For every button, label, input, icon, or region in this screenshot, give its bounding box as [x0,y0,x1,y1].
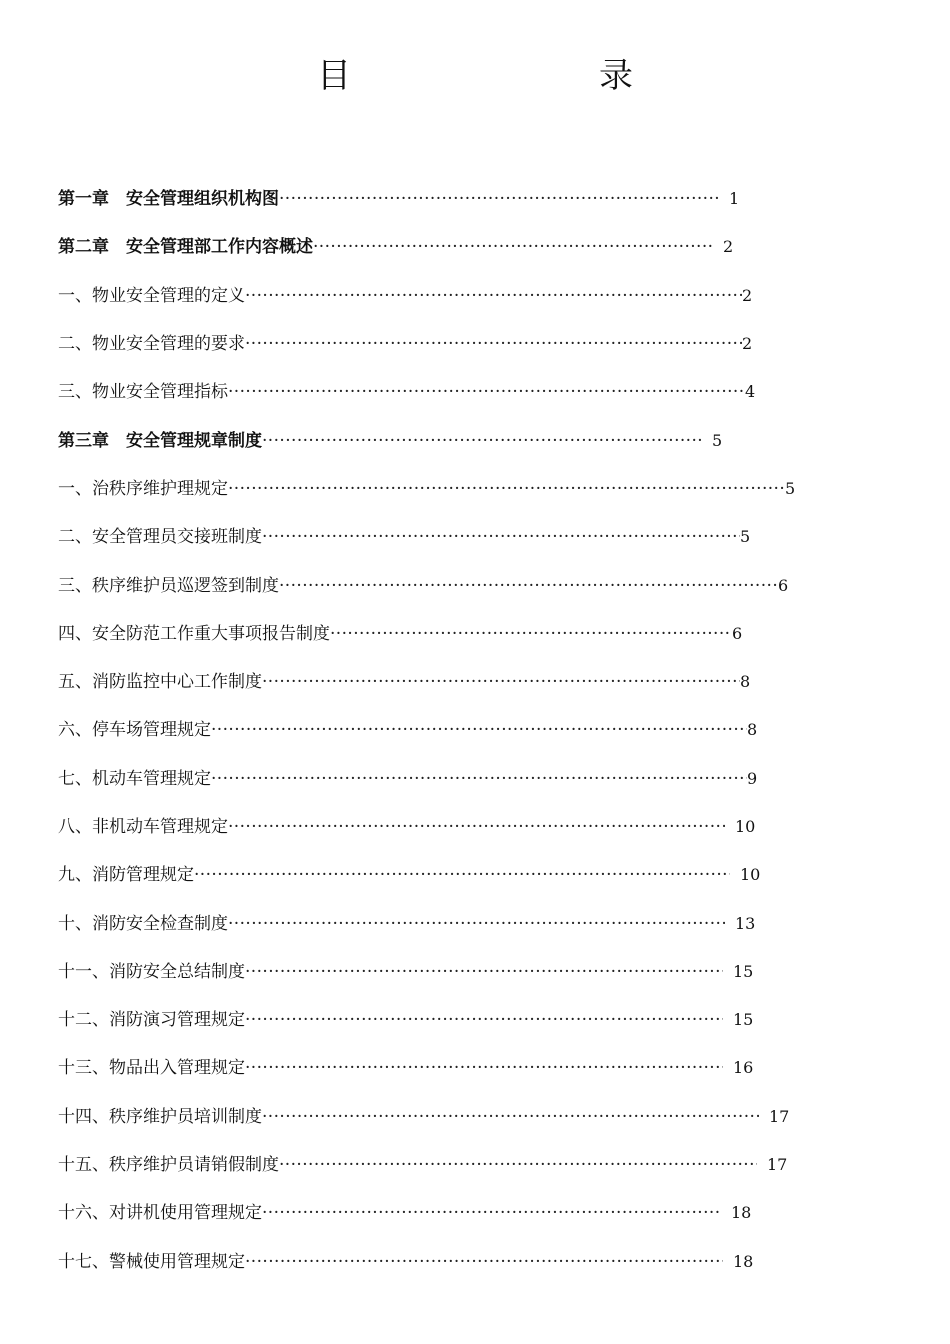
toc-entry[interactable] [58,1044,838,1092]
toc-page-number: 15 [733,961,754,981]
toc-dot-leader [245,1010,723,1030]
table-of-contents [58,175,838,1286]
toc-entry-text: 十二、消防演习管理规定 [58,1010,245,1031]
toc-entry[interactable] [58,320,838,368]
toc-entry-text: 十、消防安全检查制度 [58,913,228,934]
toc-entry-text: 三、秩序维护员巡逻签到制度 [58,575,279,596]
toc-entry[interactable] [58,658,838,706]
toc-entry-text: 六、停车场管理规定 [58,720,211,741]
toc-dot-leader [262,1203,721,1223]
toc-entry-text: 二、物业安全管理的要求 [58,334,245,355]
toc-entry-text: 十七、警械使用管理规定 [58,1251,245,1272]
toc-entry-text: 十一、消防安全总结制度 [58,961,245,982]
toc-entry[interactable] [58,368,838,416]
toc-dot-leader [330,624,732,644]
toc-dot-leader [279,1155,757,1175]
toc-page-number: 8 [747,720,758,740]
toc-page-number: 2 [742,285,753,305]
toc-entry[interactable] [58,561,838,609]
toc-page-number: 16 [733,1058,754,1078]
toc-dot-leader [211,720,747,740]
toc-page-number: 10 [740,865,761,885]
toc-dot-leader [245,962,723,982]
toc-page-number: 8 [740,672,751,692]
toc-entry-text: 十五、秩序维护员请销假制度 [58,1155,279,1176]
toc-entry[interactable] [58,1093,838,1141]
toc-entry-text: 十四、秩序维护员培训制度 [58,1106,262,1127]
toc-entry[interactable] [58,706,838,754]
toc-entry-text: 第二章 安全管理部工作内容概述 [58,237,313,258]
toc-page-number: 17 [769,1106,790,1126]
toc-entry[interactable] [58,1238,838,1286]
toc-entry[interactable] [58,948,838,996]
toc-dot-leader [279,576,778,596]
toc-dot-leader [228,382,745,402]
toc-entry[interactable] [58,1141,838,1189]
toc-entry[interactable] [58,416,838,464]
toc-page-number: 2 [723,237,734,257]
toc-entry[interactable] [58,272,838,320]
toc-entry-text: 十六、对讲机使用管理规定 [58,1203,262,1224]
toc-dot-leader [262,431,702,451]
toc-entry-text: 一、治秩序维护理规定 [58,478,228,499]
toc-dot-leader [262,672,740,692]
toc-entry-text: 三、物业安全管理指标 [58,382,228,403]
toc-dot-leader [279,189,719,209]
toc-page-number: 13 [735,913,756,933]
toc-dot-leader [245,1252,723,1272]
toc-dot-leader [211,769,747,789]
toc-entry-text: 十三、物品出入管理规定 [58,1058,245,1079]
toc-dot-leader [228,817,725,837]
toc-page-number: 4 [745,382,756,402]
toc-dot-leader [194,865,730,885]
toc-page-number: 18 [731,1203,752,1223]
toc-entry-text: 八、非机动车管理规定 [58,817,228,837]
toc-entry[interactable] [58,465,838,513]
toc-entry-text: 二、安全管理员交接班制度 [58,527,262,548]
toc-dot-leader [313,237,713,257]
toc-page-number: 9 [747,768,758,788]
toc-page-number: 10 [735,817,756,836]
toc-entry[interactable] [58,755,838,803]
toc-page-number: 5 [740,527,751,547]
toc-entry[interactable] [58,899,838,947]
toc-entry[interactable] [58,513,838,561]
toc-page-number: 2 [742,334,753,354]
toc-page-number: 5 [712,430,723,450]
toc-page-number: 18 [733,1251,754,1271]
toc-entry-text: 七、机动车管理规定 [58,768,211,789]
toc-page-number: 5 [785,478,796,498]
toc-entry-text: 九、消防管理规定 [58,865,194,886]
toc-entry[interactable] [58,851,838,899]
toc-page-number: 17 [767,1155,788,1175]
toc-page-number: 15 [733,1010,754,1030]
toc-dot-leader [262,527,740,547]
toc-entry-text: 四、安全防范工作重大事项报告制度 [58,623,330,644]
toc-entry-text: 第三章 安全管理规章制度 [58,430,262,451]
toc-entry[interactable] [58,610,838,658]
toc-dot-leader [245,1058,723,1078]
toc-entry[interactable] [58,223,838,271]
toc-dot-leader [262,1107,759,1127]
toc-entry[interactable] [58,996,838,1044]
toc-entry[interactable] [58,1189,838,1237]
toc-dot-leader [245,334,742,354]
toc-entry[interactable] [58,803,838,851]
toc-entry-text: 一、物业安全管理的定义 [58,285,245,306]
toc-entry-text: 五、消防监控中心工作制度 [58,672,262,693]
toc-entry[interactable] [58,175,838,223]
toc-page-number: 6 [778,575,789,595]
page-title: 目 录 [317,56,693,96]
toc-dot-leader [228,914,725,934]
toc-page-number: 6 [732,623,743,643]
toc-page-number: 1 [729,189,740,209]
toc-entry-text: 第一章 安全管理组织机构图 [58,189,279,210]
toc-dot-leader [228,479,785,499]
toc-dot-leader [245,286,742,306]
